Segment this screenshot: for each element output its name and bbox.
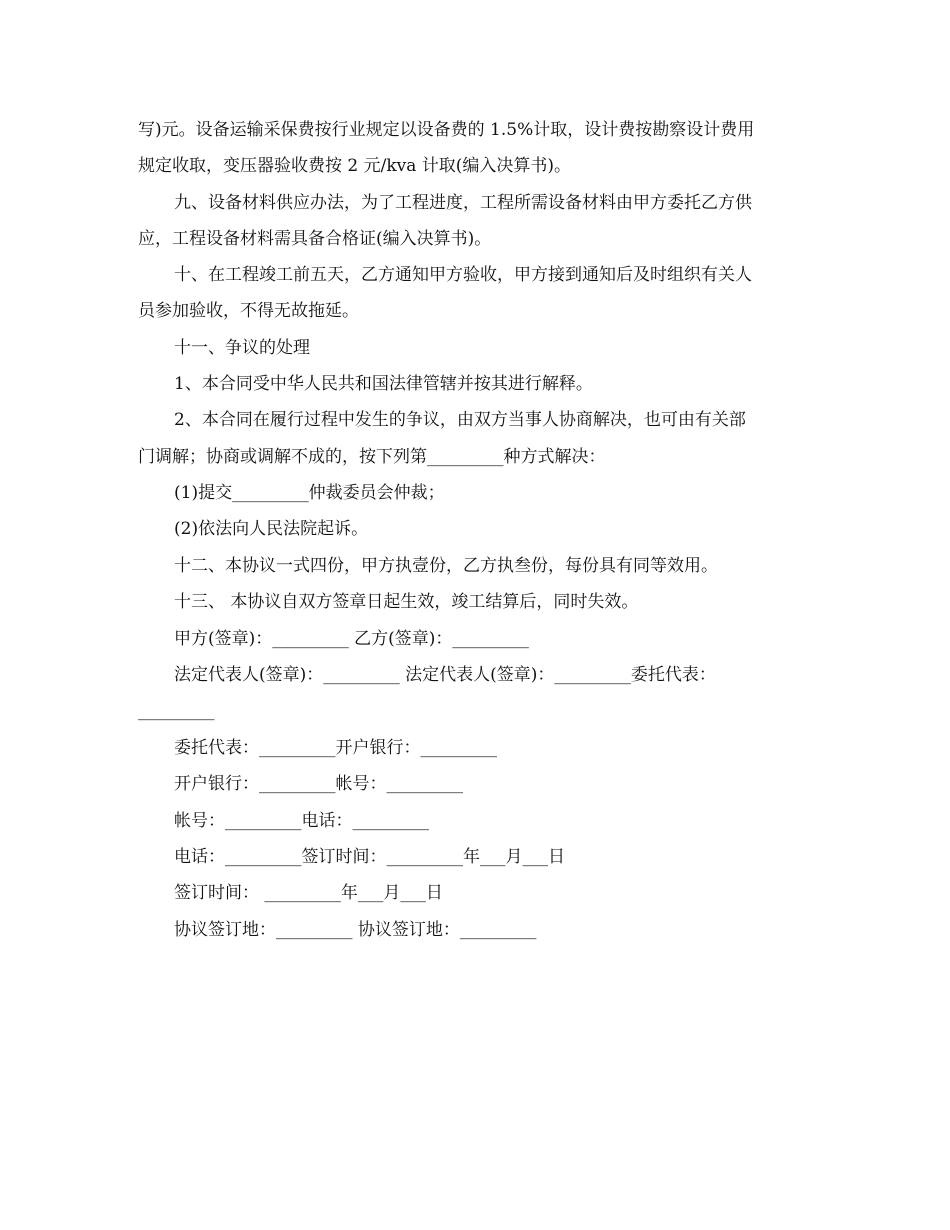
signature-line: 签订时间： _________年___月___日 — [174, 883, 443, 903]
text-line: 2、本合同在履行过程中发生的争议，由双方当事人协商解决，也可由有关部 — [174, 410, 746, 430]
text-line: 写)元。设备运输采保费按行业规定以设备费的 1.5%计取，设计费按勘察设计费用 — [138, 120, 755, 140]
text-line: (2)依法向人民法院起诉。 — [174, 519, 369, 539]
signature-line: 法定代表人(签章)：_________ 法定代表人(签章)：_________委托代表： — [174, 665, 716, 685]
text-line: (1)提交_________仲裁委员会仲裁； — [174, 483, 445, 503]
signature-line: 委托代表：_________开户银行：_________ — [174, 738, 497, 758]
text-line: 十、在工程竣工前五天，乙方通知甲方验收，甲方接到通知后及时组织有关人 — [174, 265, 752, 285]
text-line: 应，工程设备材料需具备合格证(编入决算书)。 — [138, 229, 492, 249]
text-line: 十三、 本协议自双方签章日起生效，竣工结算后，同时失效。 — [174, 592, 639, 612]
text-line: 员参加验收，不得无故拖延。 — [138, 301, 359, 321]
text-line: 九、设备材料供应办法，为了工程进度，工程所需设备材料由甲方委托乙方供 — [174, 193, 752, 213]
signature-line: 协议签订地：_________ 协议签订地：_________ — [174, 920, 537, 940]
signature-line: 帐号：_________电话：_________ — [174, 811, 429, 831]
section-heading: 十一、争议的处理 — [174, 338, 310, 358]
signature-line: 电话：_________签订时间：_________年___月___日 — [174, 847, 565, 867]
text-line: 门调解；协商或调解不成的，按下列第_________种方式解决： — [138, 447, 606, 467]
text-line: 1、本合同受中华人民共和国法律管辖并按其进行解释。 — [174, 374, 593, 394]
text-line: 规定收取，变压器验收费按 2 元/kva 计取(编入决算书)。 — [138, 156, 572, 176]
text-line: 十二、本协议一式四份，甲方执壹份，乙方执叁份，每份具有同等效用。 — [174, 556, 718, 576]
signature-line: _________ — [138, 701, 215, 721]
signature-line: 开户银行：_________帐号：_________ — [174, 774, 463, 794]
signature-line: 甲方(签章)：_________ 乙方(签章)：_________ — [174, 629, 529, 649]
